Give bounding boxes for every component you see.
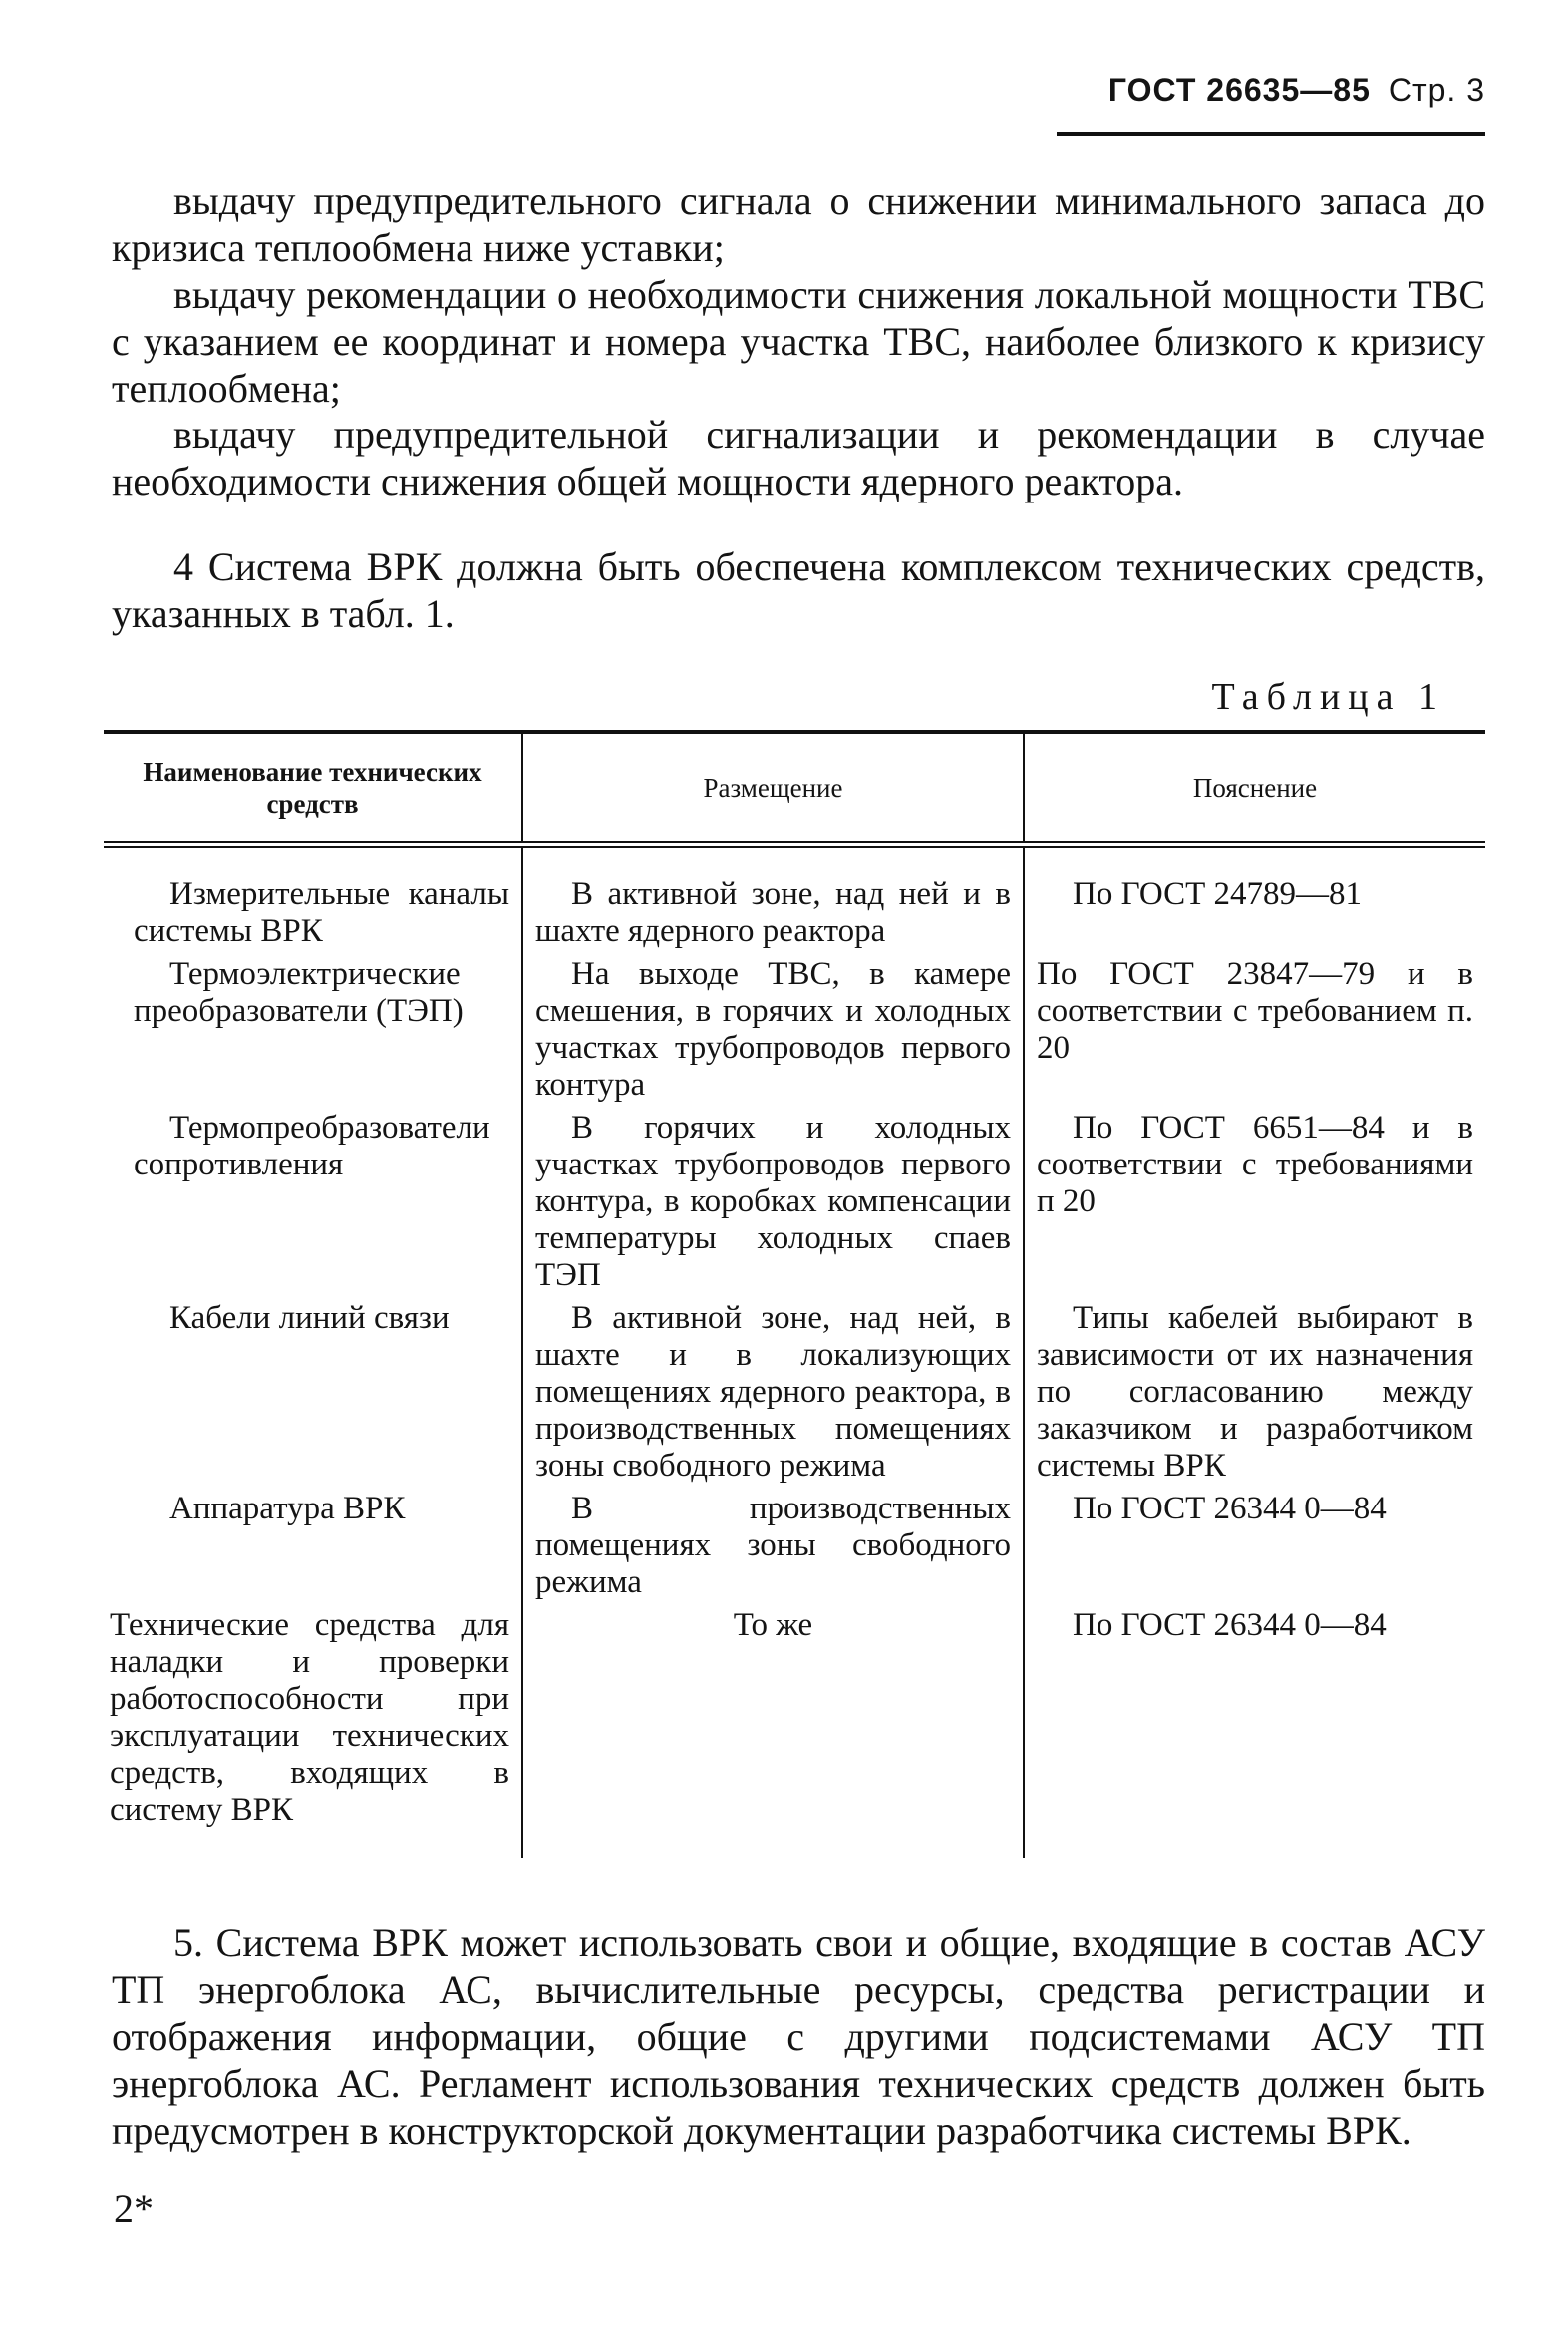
cell-note: По ГОСТ 24789—81	[1024, 845, 1485, 957]
page-number: Стр. 3	[1388, 72, 1485, 108]
table-row	[104, 1110, 1485, 1300]
paragraph-local-power: выдачу рекомендации о необходимости снижения локальной мощности ТВС с указанием ее координат и номера участка ТВС, наиболее близкого к кризису теплообмена;	[112, 272, 1485, 411]
paragraph-warning-signal: выдачу предупредительного сигнала о снижении минимального запаса до кризиса теплообмена ниже уставки;	[112, 178, 1485, 270]
cell-placement: В горячих и холодных участках трубопроводов первого контура, в коробках компенсации температуры холодных спаев ТЭП	[522, 1110, 1024, 1300]
cell-note: По ГОСТ 26344 0—84	[1024, 1607, 1485, 1858]
cell-name: Кабели линий связи	[169, 1300, 450, 1336]
cell-name: Аппаратура ВРК	[169, 1491, 406, 1526]
table-row	[104, 845, 1485, 957]
cell-placement: То же	[522, 1607, 1024, 1858]
table-row	[104, 1491, 1485, 1607]
cell-note: По ГОСТ 6651—84 и в соответствии с требованиями п 20	[1024, 1110, 1485, 1300]
standard-number: ГОСТ 26635—85	[1107, 72, 1371, 108]
cell-note: Типы кабелей выбирают в зависимости от их назначения по согласованию между заказчиком и разработчиком системы ВРК	[1024, 1300, 1485, 1491]
cell-name: Термоэлектрические преобразователи (ТЭП)	[134, 956, 464, 1029]
cell-note: По ГОСТ 23847—79 и в соответствии с требованием п. 20	[1024, 956, 1485, 1110]
cell-note: По ГОСТ 26344 0—84	[1024, 1491, 1485, 1607]
table-header-row	[104, 732, 1485, 845]
technical-means-table	[104, 730, 1485, 1858]
table-caption: Таблица 1	[1211, 676, 1445, 718]
table-row	[104, 1607, 1485, 1858]
cell-placement: В производственных помещениях зоны свободного режима	[522, 1491, 1024, 1607]
cell-name: Технические средства для наладки и проверки работоспособности при эксплуатации технических средств, входящих в систему ВРК	[110, 1607, 509, 1828]
paragraph-item-5: 5. Система ВРК может использовать свои и общие, входящие в состав АСУ ТП энергоблока АС, вычислительные ресурсы, средства регистрации и отображения информации, общие с другими подсистемами АСУ ТП энергоблока АС. Регламент использования технических средств должен быть предусмотрен в конструкторской документации разработчика системы ВРК.	[112, 1920, 1485, 2153]
cell-name: Термопреобразователи сопротивления	[134, 1110, 490, 1182]
column-header-name: Наименование технических средств	[143, 757, 482, 819]
cell-placement: В активной зоне, над ней и в шахте ядерного реактора	[522, 845, 1024, 957]
signature-mark: 2*	[114, 2186, 154, 2231]
cell-placement: В активной зоне, над ней, в шахте и в локализующих помещениях ядерного реактора, в производственных помещениях зоны свободного режима	[522, 1300, 1024, 1491]
cell-name: Измерительные каналы системы ВРК	[134, 876, 509, 949]
table-row	[104, 1300, 1485, 1491]
column-header-note: Пояснение	[1024, 732, 1485, 845]
table-row	[104, 956, 1485, 1110]
column-header-placement: Размещение	[522, 732, 1024, 845]
paragraph-item-4: 4 Система ВРК должна быть обеспечена комплексом технических средств, указанных в табл. 1.	[112, 544, 1485, 636]
cell-placement: На выходе ТВС, в камере смешения, в горячих и холодных участках трубопроводов первого контура	[522, 956, 1024, 1110]
paragraph-total-power: выдачу предупредительной сигнализации и рекомендации в случае необходимости снижения общей мощности ядерного реактора.	[112, 412, 1485, 503]
page-header	[1057, 72, 1485, 136]
